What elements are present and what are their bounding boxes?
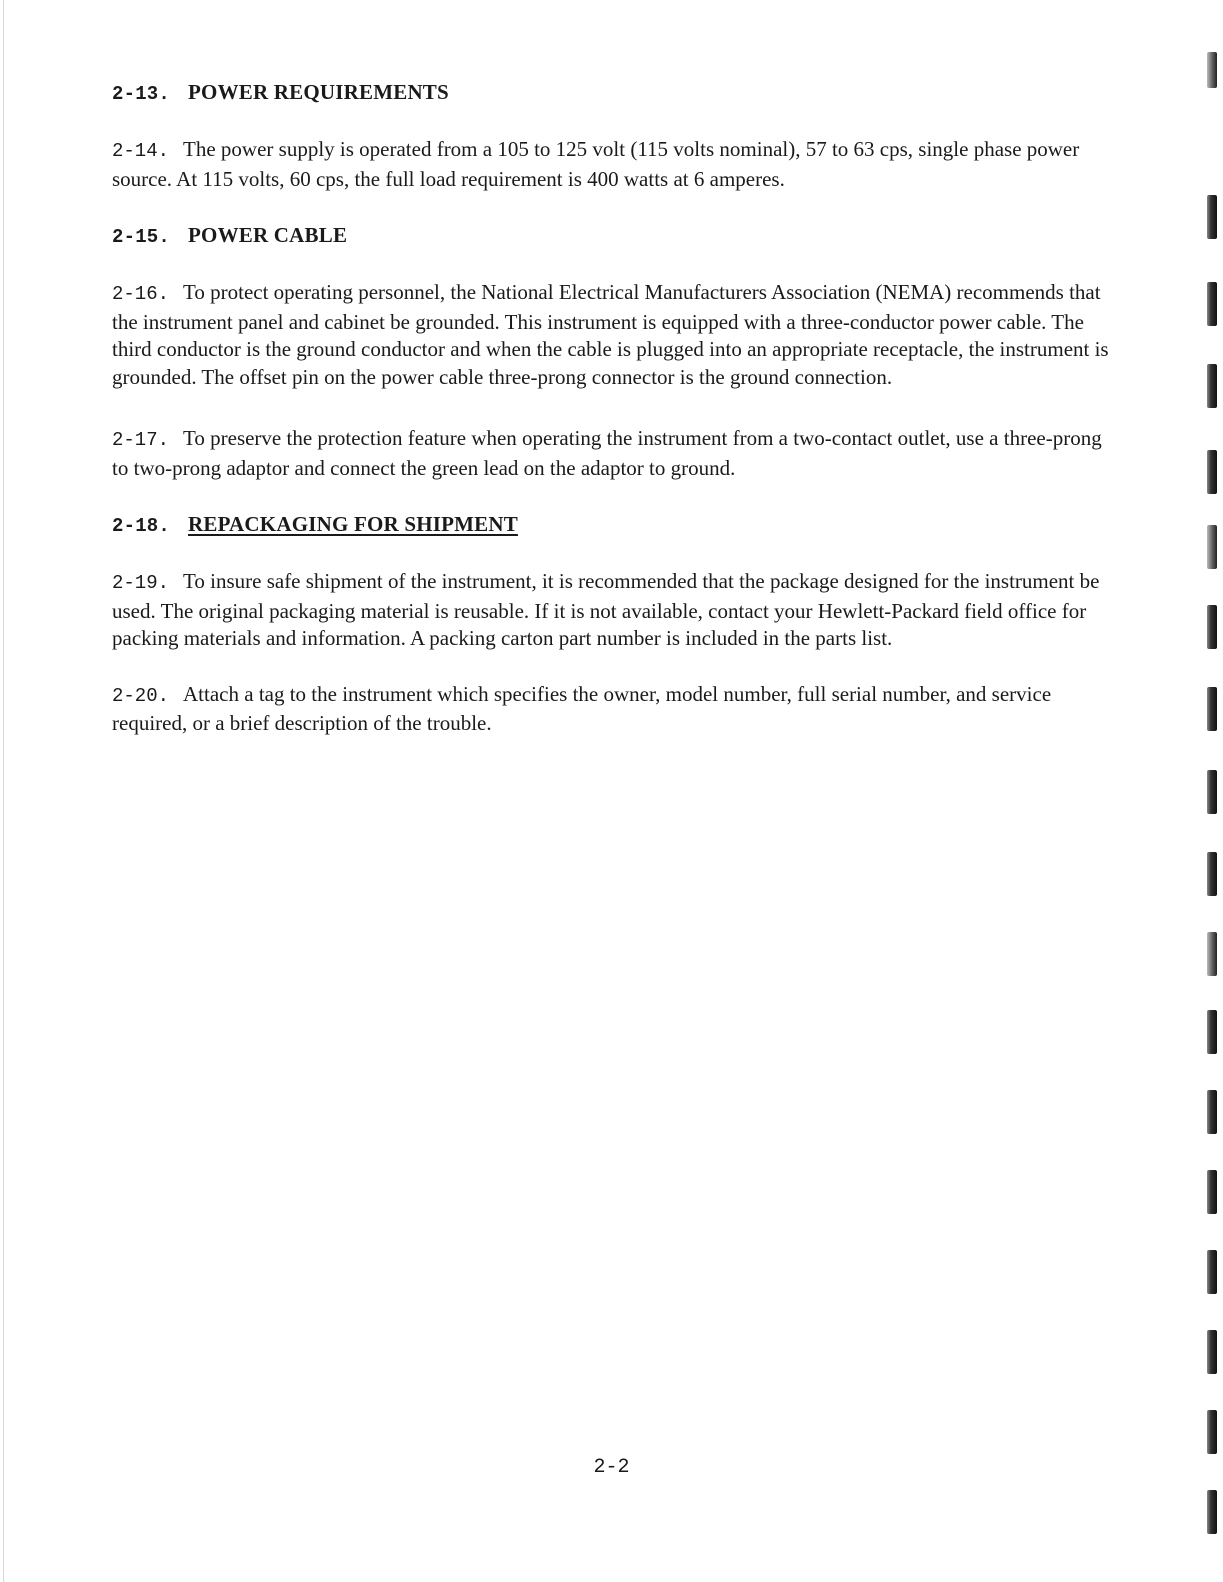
- binding-hole: [1207, 932, 1217, 976]
- binding-hole: [1207, 364, 1217, 408]
- paragraph-text: To protect operating personnel, the National Electrical Manufacturers Association (NEMA) recommends that the instrument panel and cabinet be grounded. This instrument is equipped with a three-conductor power cable. The third conductor is the ground conductor and when the cable is plugged into an appropriate receptacle, the instrument is grounded. The offset pin on the power cable three-prong connector is the ground connection.: [112, 280, 1109, 389]
- section-title: POWER REQUIREMENTS: [188, 80, 449, 104]
- binding-hole: [1207, 1010, 1217, 1054]
- binding-hole: [1207, 852, 1217, 896]
- section-number: 2-15.: [112, 226, 171, 248]
- binding-hole: [1207, 687, 1217, 731]
- binding-hole: [1207, 605, 1217, 649]
- binding-hole: [1207, 195, 1217, 239]
- section-heading-power-requirements: [112, 78, 1112, 108]
- binding-hole: [1207, 1090, 1217, 1134]
- section-title: POWER CABLE: [188, 223, 348, 247]
- paragraph-text: Attach a tag to the instrument which specifies the owner, model number, full serial number, and service required, or a brief description of the trouble.: [112, 681, 1052, 735]
- paragraph-number: 2-16.: [112, 283, 170, 305]
- section-number: 2-18.: [112, 515, 171, 537]
- binding-holes: [1199, 0, 1217, 1582]
- binding-hole: [1207, 1490, 1217, 1534]
- paragraph-number: 2-20.: [112, 684, 170, 707]
- paragraph-2-16: [112, 279, 1112, 391]
- paragraph-2-14: [112, 136, 1112, 193]
- binding-hole: [1207, 1330, 1217, 1374]
- paragraph-text: To preserve the protection feature when operating the instrument from a two-contact outlet, use a three-prong to two-prong adaptor and connect the green lead on the adaptor to ground.: [112, 426, 1102, 480]
- binding-hole: [1207, 52, 1217, 88]
- binding-hole: [1207, 282, 1217, 326]
- scan-edge: [3, 0, 4, 1582]
- section-title: REPACKAGING FOR SHIPMENT: [188, 512, 518, 536]
- section-heading-power-cable: [112, 221, 1112, 251]
- binding-hole: [1207, 1410, 1217, 1454]
- page-number: 2-2: [593, 1456, 630, 1479]
- paragraph-number: 2-14.: [112, 140, 170, 162]
- page-body: [112, 78, 1112, 738]
- paragraph-text: To insure safe shipment of the instrument, it is recommended that the package designed for the instrument be used. The original packaging material is reusable. If it is not available, contact your Hewlett-Packard field office for packing materials and information. A packing carton part number is included in the parts list.: [112, 569, 1100, 650]
- paragraph-2-17: [112, 425, 1112, 482]
- paragraph-2-19: [112, 568, 1112, 653]
- paragraph-text: The power supply is operated from a 105 to 125 volt (115 volts nominal), 57 to 63 cps, single phase power source. At 115 volts, 60 cps, the full load requirement is 400 watts at 6 amperes.: [112, 137, 1080, 191]
- binding-hole: [1207, 1250, 1217, 1294]
- binding-hole: [1207, 1170, 1217, 1214]
- section-heading-repackaging: [112, 510, 1112, 540]
- binding-hole: [1207, 770, 1217, 814]
- paragraph-number: 2-17.: [112, 429, 170, 451]
- paragraph-number: 2-19.: [112, 572, 170, 594]
- paragraph-2-20: [112, 681, 1112, 738]
- binding-hole: [1207, 450, 1217, 494]
- section-number: 2-13.: [112, 83, 171, 105]
- binding-hole: [1207, 525, 1217, 569]
